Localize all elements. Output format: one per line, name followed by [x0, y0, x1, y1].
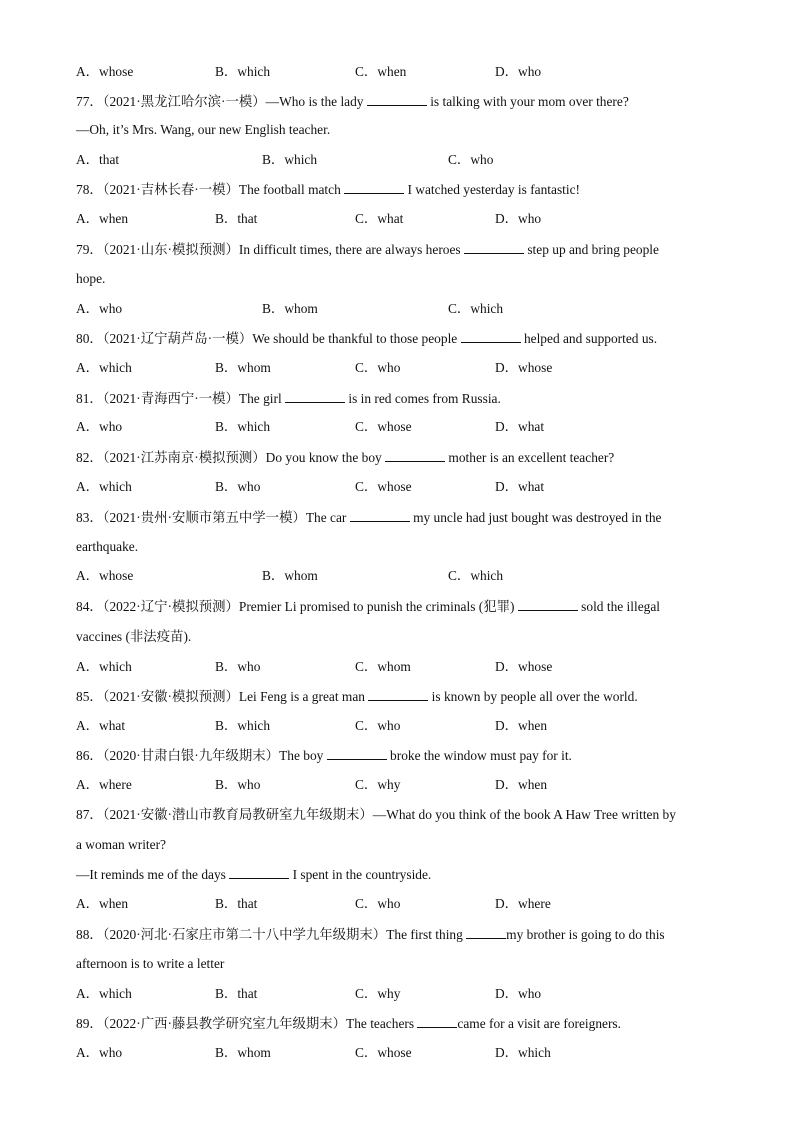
q76-option-d[interactable]: D．who [495, 64, 542, 79]
q77-blank [367, 91, 427, 106]
q87-line3 [76, 864, 740, 884]
q80-number: 80． [76, 331, 103, 346]
q88-option-c[interactable]: C．why [355, 986, 401, 1001]
q82-options [76, 477, 740, 497]
q80-options [76, 358, 740, 378]
q81-option-c[interactable]: C．whose [355, 419, 412, 434]
q86-text-after: broke the window must pay for it. [386, 748, 572, 763]
q87-option-c[interactable]: C．who [355, 896, 401, 911]
q82-option-a[interactable]: A．which [76, 479, 132, 494]
q86-option-b[interactable]: B．who [215, 777, 261, 792]
q77-option-b[interactable]: B．which [262, 152, 318, 167]
q78-option-d[interactable]: D．who [495, 211, 542, 226]
q85-number: 85． [76, 689, 103, 704]
q85-option-b[interactable]: B．which [215, 718, 271, 733]
q76-option-b[interactable]: B．which [215, 64, 271, 79]
q84-line2: vaccines (非法疫苗). [76, 629, 192, 644]
q86-option-d[interactable]: D．when [495, 777, 548, 792]
q85-option-c[interactable]: C．who [355, 718, 401, 733]
q79-text-after: step up and bring people [523, 242, 659, 257]
q77-option-a[interactable]: A．that [76, 152, 120, 167]
q89-option-d[interactable]: D．which [495, 1045, 551, 1060]
q81-stem [76, 388, 740, 408]
q80-option-b[interactable]: B．whom [215, 360, 271, 375]
q83-options [76, 566, 740, 586]
q86-text-before: （2020·甘肃白银·九年级期末）The boy [102, 748, 327, 763]
q80-blank [461, 328, 521, 343]
q79-blank [464, 239, 524, 254]
q81-option-d[interactable]: D．what [495, 419, 545, 434]
q83-option-b[interactable]: B．whom [262, 568, 318, 583]
q81-text-before: （2021·青海西宁·一模）The girl [102, 391, 286, 406]
q77-line2: —Oh, it’s Mrs. Wang, our new English teacher. [76, 122, 331, 137]
q78-option-a[interactable]: A．when [76, 211, 129, 226]
q88-option-d[interactable]: D．who [495, 986, 542, 1001]
q78-options [76, 209, 740, 229]
q86-stem [76, 745, 740, 765]
q78-stem [76, 179, 740, 199]
q78-number: 78． [76, 182, 103, 197]
q87-text: （2021·安徽·潜山市教育局教研室九年级期末）—What do you think of the book A Haw Tree written by [102, 807, 676, 822]
q78-text-after: I watched yesterday is fantastic! [404, 182, 581, 197]
q84-text-before: （2022·辽宁·模拟预测）Premier Li promised to punish the criminals (犯罪) [102, 599, 518, 614]
q85-option-a[interactable]: A．what [76, 718, 126, 733]
q84-blank [518, 596, 578, 611]
q87-reply-before: —It reminds me of the days [76, 867, 230, 882]
q79-stem [76, 239, 740, 259]
q88-options [76, 984, 740, 1004]
q87-line2: a woman writer? [76, 837, 166, 852]
q79-line2: hope. [76, 271, 106, 286]
q87-reply-after: I spent in the countryside. [289, 867, 432, 882]
q84-text-after: sold the illegal [577, 599, 661, 614]
q82-option-b[interactable]: B．who [215, 479, 261, 494]
q79-text-before: （2021·山东·模拟预测）In difficult times, there are always heroes [102, 242, 464, 257]
q82-number: 82． [76, 450, 103, 465]
q83-blank [350, 507, 410, 522]
q87-option-b[interactable]: B．that [215, 896, 258, 911]
q81-options [76, 417, 740, 437]
q78-blank [344, 179, 404, 194]
q78-option-b[interactable]: B．that [215, 211, 258, 226]
q77-text-before: （2021·黑龙江哈尔滨·一模）—Who is the lady [102, 94, 367, 109]
q89-blank [417, 1013, 457, 1028]
q77-option-c[interactable]: C．who [448, 152, 494, 167]
q86-option-a[interactable]: A．where [76, 777, 132, 792]
q83-option-c[interactable]: C．which [448, 568, 504, 583]
q87-options [76, 894, 740, 914]
q81-number: 81． [76, 391, 103, 406]
q76-option-c[interactable]: C．when [355, 64, 407, 79]
q88-stem [76, 924, 740, 944]
q88-text-before: （2020·河北·石家庄市第二十八中学九年级期末）The first thing [102, 927, 467, 942]
q81-blank [285, 388, 345, 403]
q89-text-before: （2022·广西·藤县教学研究室九年级期末）The teachers [102, 1016, 418, 1031]
q80-option-d[interactable]: D．whose [495, 360, 553, 375]
q88-number: 88． [76, 927, 103, 942]
q85-text-before: （2021·安徽·模拟预测）Lei Feng is a great man [102, 689, 369, 704]
q86-option-c[interactable]: C．why [355, 777, 401, 792]
q79-options [76, 299, 740, 319]
q80-text-before: （2021·辽宁葫芦岛·一模）We should be thankful to those people [102, 331, 461, 346]
q87-option-a[interactable]: A．when [76, 896, 129, 911]
q81-text-after: is in red comes from Russia. [345, 391, 501, 406]
q82-text-before: （2021·江苏南京·模拟预测）Do you know the boy [102, 450, 386, 465]
q79-option-b[interactable]: B．whom [262, 301, 318, 316]
q85-blank [368, 686, 428, 701]
q87-option-d[interactable]: D．where [495, 896, 551, 911]
q89-option-a[interactable]: A．who [76, 1045, 123, 1060]
q84-option-c[interactable]: C．whom [355, 659, 411, 674]
q87-blank [229, 864, 289, 879]
q82-text-after: mother is an excellent teacher? [445, 450, 615, 465]
q89-stem [76, 1013, 740, 1033]
q88-line2: afternoon is to write a letter [76, 956, 225, 971]
q79-number: 79． [76, 242, 103, 257]
q89-number: 89． [76, 1016, 103, 1031]
q83-number: 83． [76, 510, 103, 525]
q87-number: 87． [76, 807, 103, 822]
q83-text-after: my uncle had just bought was destroyed in the [409, 510, 662, 525]
q85-stem [76, 686, 740, 706]
q84-stem [76, 596, 740, 616]
q82-option-c[interactable]: C．whose [355, 479, 412, 494]
q83-option-a[interactable]: A．whose [76, 568, 134, 583]
q89-text-after: came for a visit are foreigners. [457, 1016, 621, 1031]
q83-text-before: （2021·贵州·安顺市第五中学一模）The car [102, 510, 350, 525]
q77-stem [76, 91, 740, 111]
q81-option-a[interactable]: A．who [76, 419, 123, 434]
q78-option-c[interactable]: C．what [355, 211, 404, 226]
q77-options [76, 150, 740, 170]
q82-option-d[interactable]: D．what [495, 479, 545, 494]
q79-option-a[interactable]: A．who [76, 301, 123, 316]
q86-number: 86． [76, 748, 103, 763]
q86-options [76, 775, 740, 795]
q85-text-after: is known by people all over the world. [428, 689, 638, 704]
q82-stem [76, 447, 740, 467]
q89-options [76, 1043, 740, 1063]
q84-options [76, 657, 740, 677]
q83-stem [76, 507, 740, 527]
q89-option-c[interactable]: C．whose [355, 1045, 412, 1060]
q84-option-a[interactable]: A．which [76, 659, 132, 674]
q84-option-b[interactable]: B．who [215, 659, 261, 674]
q88-option-b[interactable]: B．that [215, 986, 258, 1001]
q76-options [76, 62, 740, 82]
q88-blank [466, 924, 506, 939]
q80-text-after: helped and supported us. [520, 331, 658, 346]
q79-option-c[interactable]: C．which [448, 301, 504, 316]
q76-option-a[interactable]: A．whose [76, 64, 134, 79]
q88-option-a[interactable]: A．which [76, 986, 132, 1001]
q84-option-d[interactable]: D．whose [495, 659, 553, 674]
q85-option-d[interactable]: D．when [495, 718, 548, 733]
q83-line2: earthquake. [76, 539, 139, 554]
q81-option-b[interactable]: B．which [215, 419, 271, 434]
q82-blank [385, 447, 445, 462]
q78-text-before: （2021·吉林长春·一模）The football match [102, 182, 345, 197]
q77-text-after: is talking with your mom over there? [426, 94, 629, 109]
q85-options [76, 716, 740, 736]
q89-option-b[interactable]: B．whom [215, 1045, 271, 1060]
q88-text-after: my brother is going to do this [506, 927, 665, 942]
q80-option-c[interactable]: C．who [355, 360, 401, 375]
q84-number: 84． [76, 599, 103, 614]
q87-stem [76, 805, 740, 825]
q86-blank [327, 745, 387, 760]
q80-stem [76, 328, 740, 348]
q80-option-a[interactable]: A．which [76, 360, 132, 375]
q77-number: 77． [76, 94, 103, 109]
